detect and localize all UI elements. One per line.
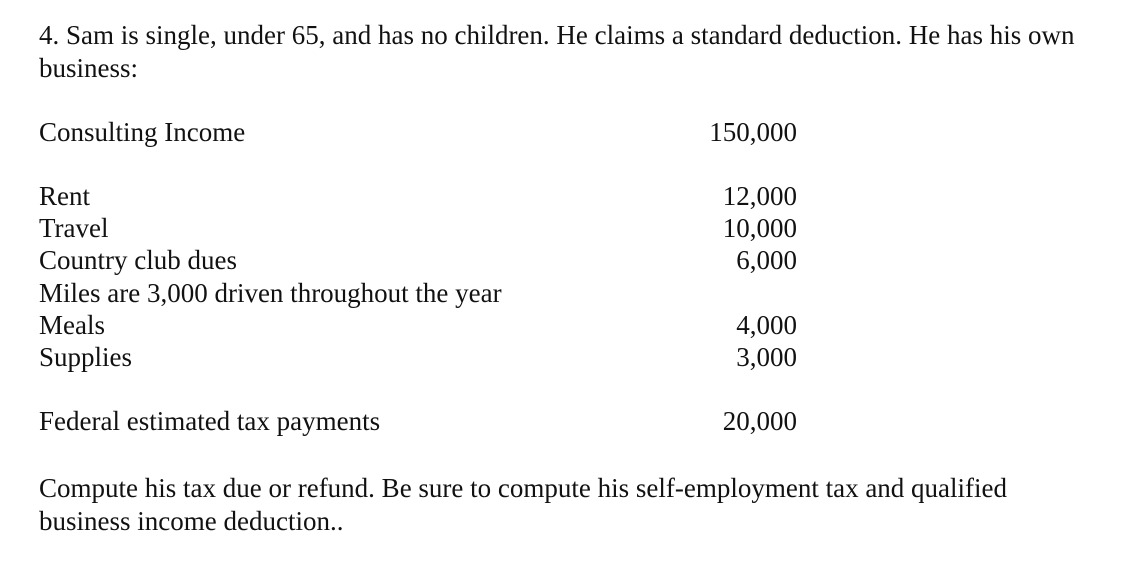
- expense-row-rent: [39, 180, 797, 212]
- expense-amount: 12,000: [722, 181, 797, 211]
- expense-label: Travel: [39, 213, 109, 243]
- expense-label: Rent: [39, 181, 90, 211]
- income-row: [39, 116, 797, 148]
- expense-row-country-club: [39, 244, 797, 276]
- expense-label: Miles are 3,000 driven throughout the year: [39, 278, 502, 308]
- expense-row-supplies: [39, 341, 797, 373]
- expense-label: Meals: [39, 310, 105, 340]
- expense-row-miles: [39, 277, 797, 309]
- payments-row: [39, 405, 797, 437]
- expense-row-travel: [39, 212, 797, 244]
- problem-intro: 4. Sam is single, under 65, and has no children. He claims a standard deduction. He has his own business:: [39, 20, 1075, 83]
- payments-label: Federal estimated tax payments: [39, 406, 381, 436]
- income-amount: 150,000: [709, 117, 797, 147]
- expense-amount: 6,000: [736, 245, 797, 275]
- expense-amount: 4,000: [736, 310, 797, 340]
- payments-amount: 20,000: [722, 406, 797, 436]
- income-label: Consulting Income: [39, 117, 246, 147]
- expense-row-meals: [39, 309, 797, 341]
- expense-amount: 3,000: [736, 342, 797, 372]
- expense-label: Supplies: [39, 342, 133, 372]
- expense-label: Country club dues: [39, 245, 237, 275]
- problem-instructions: Compute his tax due or refund. Be sure to compute his self-employment tax and qualified business income deduction..: [39, 473, 1008, 536]
- expense-amount: 10,000: [722, 213, 797, 243]
